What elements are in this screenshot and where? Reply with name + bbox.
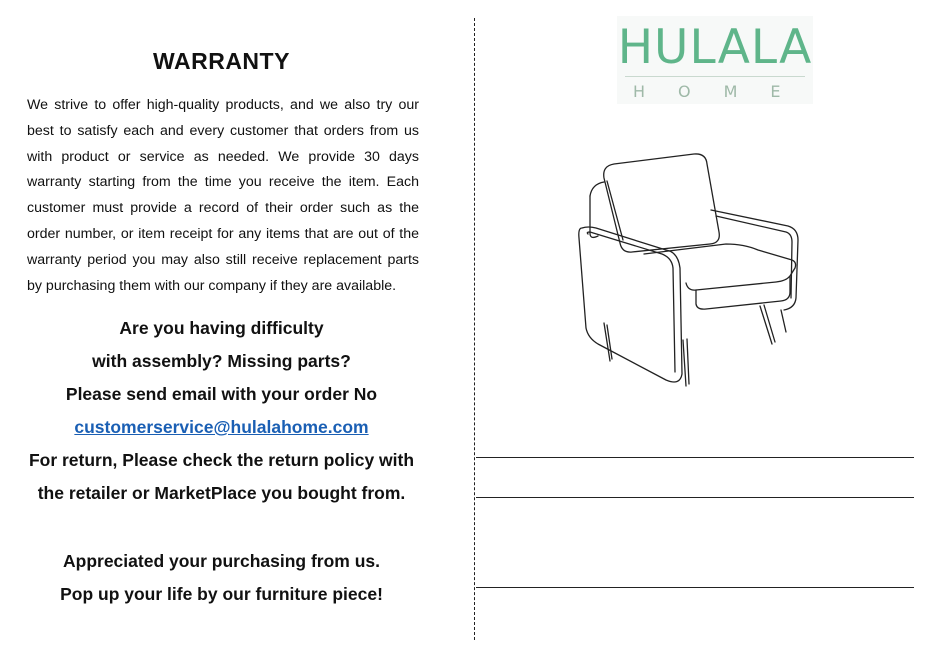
armchair-icon (576, 148, 808, 390)
support-email-link[interactable]: customerservice@hulalahome.com (74, 417, 369, 437)
return-line-1: For return, Please check the return policy with (28, 450, 415, 470)
return-line-2: the retailer or MarketPlace you bought from. (37, 483, 406, 503)
logo-sub-text: HOME (633, 82, 814, 101)
support-line-2: with assembly? Missing parts? (92, 351, 351, 371)
closing-line-2: Pop up your life by our furniture piece! (60, 584, 383, 604)
closing-block (0, 545, 443, 611)
cut-line-divider (474, 18, 475, 640)
warranty-title: WARRANTY (153, 48, 290, 74)
support-block (0, 312, 443, 510)
write-line-1 (476, 457, 914, 458)
logo-rule (625, 76, 805, 77)
hulala-home-logo (617, 16, 813, 104)
support-line-3: Please send email with your order No (65, 384, 378, 404)
closing-line-1: Appreciated your purchasing from us. (63, 551, 380, 571)
logo-main-text: HULALA (617, 20, 813, 75)
brand-panel (476, 0, 950, 659)
write-line-2 (476, 497, 914, 498)
warranty-body: We strive to offer high-quality products, and we also try our best to satisfy each and every customer that orders from us with product or service as needed. We provide 30 days warranty starting from the time you receive the item. Each customer must provide a record of their order such as the order number, or item receipt for any items that are out of the warranty period you may also still receive replacement parts by purchasing them with our company if they are available. (27, 97, 419, 294)
support-line-1: Are you having difficulty (119, 318, 324, 338)
warranty-panel (0, 0, 445, 659)
write-line-3 (476, 587, 914, 588)
